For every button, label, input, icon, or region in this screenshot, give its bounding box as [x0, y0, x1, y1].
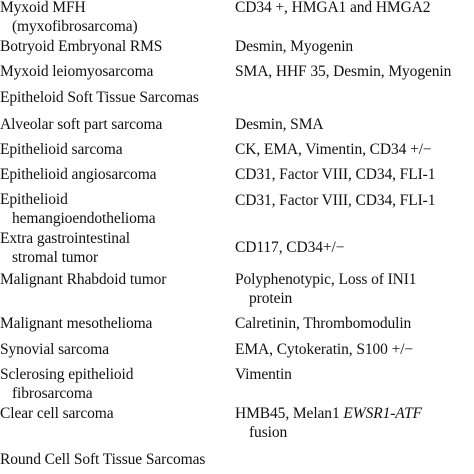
tumor-name: Malignant mesothelioma	[0, 315, 153, 332]
tumor-name: Synovial sarcoma	[0, 341, 110, 358]
tumor-name: Epithelioid sarcoma	[0, 141, 123, 158]
marker-text: HMB45, Melan1	[235, 405, 344, 422]
marker-list: CD34 +, HMGA1 and HMGA2	[235, 0, 431, 16]
tumor-name: Epithelioid	[0, 191, 68, 208]
marker-list	[235, 405, 422, 423]
tumor-name: Myxoid leiomyosarcoma	[0, 63, 154, 80]
tumor-name-continued: hemangioendothelioma	[12, 210, 156, 227]
marker-list: SMA, HHF 35, Desmin, Myogenin	[235, 63, 452, 80]
tumor-name-continued: (myxofibrosarcoma)	[12, 18, 138, 35]
tumor-name: Malignant Rhabdoid tumor	[0, 271, 167, 288]
marker-list: CD31, Factor VIII, CD34, FLI-1	[235, 192, 436, 209]
tumor-name: Epithelioid angiosarcoma	[0, 166, 157, 183]
tumor-name: Myxoid MFH	[0, 0, 86, 16]
gene-fusion-name: EWSR1-ATF	[343, 405, 422, 422]
marker-list: Polyphenotypic, Loss of INI1	[235, 271, 417, 288]
tumor-name: Extra gastrointestinal	[0, 230, 130, 247]
marker-list: CK, EMA, Vimentin, CD34 +/−	[235, 141, 432, 158]
marker-list: Desmin, SMA	[235, 116, 324, 133]
marker-list: CD31, Factor VIII, CD34, FLI-1	[235, 166, 436, 183]
marker-list: Calretinin, Thrombomodulin	[235, 315, 412, 332]
tumor-name: Clear cell sarcoma	[0, 405, 114, 422]
tumor-name-continued: stromal tumor	[12, 249, 99, 266]
marker-list: Vimentin	[235, 366, 292, 383]
marker-list-continued: fusion	[249, 424, 288, 441]
marker-list-continued: protein	[249, 290, 293, 307]
tumor-name: Alveolar soft part sarcoma	[0, 116, 163, 133]
section-heading: Round Cell Soft Tissue Sarcomas	[0, 451, 206, 468]
marker-list: EMA, Cytokeratin, S100 +/−	[235, 341, 414, 358]
marker-list: CD117, CD34+/−	[235, 239, 345, 256]
tumor-name: Botryoid Embryonal RMS	[0, 38, 163, 55]
section-heading: Epitheloid Soft Tissue Sarcomas	[0, 89, 199, 106]
tumor-name-continued: fibrosarcoma	[12, 385, 93, 402]
marker-list: Desmin, Myogenin	[235, 38, 354, 55]
tumor-name: Sclerosing epithelioid	[0, 366, 134, 383]
